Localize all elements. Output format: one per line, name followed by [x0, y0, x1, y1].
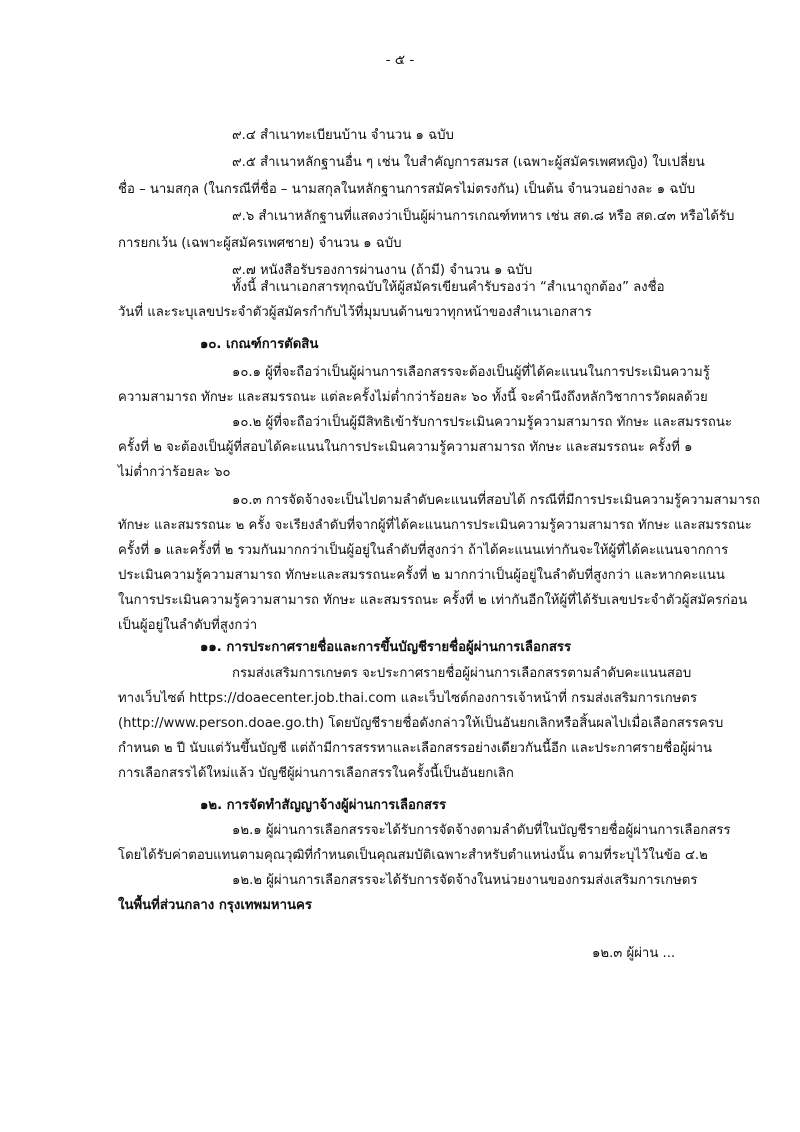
section-11-line2: ทางเว็บไซต์ https://doaecenter.job.thai.com และเว็บไซต์กองการเจ้าหน้าที่ กรมส่งเสริมการเกษตร: [118, 691, 698, 706]
item-12-1-line1: ๑๒.๑ ผู้ผ่านการเลือกสรรจะได้รับการจัดจ้างตามลำดับที่ในบัญชีรายชื่อผู้ผ่านการเลือกสรร: [232, 823, 731, 838]
item-9-5-line1: ๙.๕ สำเนาหลักฐานอื่น ๆ เช่น ใบสำคัญการสมรส (เฉพาะผู้สมัครเพศหญิง) ใบเปลี่ยน: [232, 155, 705, 170]
item-12-2-line2: ในพื้นที่ส่วนกลาง กรุงเทพมหานคร: [118, 898, 312, 913]
item-10-3-line3: ครั้งที่ ๑ และครั้งที่ ๒ รวมกันมากกว่าเป็นผู้อยู่ในลำดับที่สูงกว่า ถ้าได้คะแนนเท่ากันจะให้ผู้ที่ได้คะแนนจากการ: [118, 543, 729, 558]
section-11-line4: กำหนด ๒ ปี นับแต่วันขึ้นบัญชี แต่ถ้ามีการสรรหาและเลือกสรรอย่างเดียวกันนี้อีก และประกาศรายชื่อผู้ผ่าน: [118, 741, 712, 756]
item-10-3-line2: ทักษะ และสมรรถนะ ๒ ครั้ง จะเรียงลำดับที่จากผู้ที่ได้คะแนนการประเมินความรู้ความสามารถ ทักษะ และสมรรถนะ: [118, 518, 752, 533]
item-12-1-line2: โดยได้รับค่าตอบแทนตามคุณวุฒิที่กำหนดเป็นคุณสมบัติเฉพาะสำหรับตำแหน่งนั้น ตามที่ระบุไว้ในข้อ ๔.๒: [118, 848, 708, 863]
item-10-3-line6: เป็นผู้อยู่ในลำดับที่สูงกว่า: [118, 618, 258, 633]
item-9-6-line1: ๙.๖ สำเนาหลักฐานที่แสดงว่าเป็นผู้ผ่านการเกณฑ์ทหาร เช่น สด.๘ หรือ สด.๔๓ หรือได้รับ: [232, 209, 735, 224]
section-10-heading: ๑๐. เกณฑ์การตัดสิน: [200, 337, 319, 352]
continuation-marker: ๑๒.๓ ผู้ผ่าน ...: [592, 946, 676, 961]
section-12-heading: ๑๒. การจัดทำสัญญาจ้างผู้ผ่านการเลือกสรร: [200, 798, 447, 813]
item-10-1-line2: ความสามารถ ทักษะ และสมรรถนะ แต่ละครั้งไม่ต่ำกว่าร้อยละ ๖๐ ทั้งนี้ จะคำนึงถึงหลักวิชาการวัดผลด้วย: [118, 390, 708, 405]
item-10-1-line1: ๑๐.๑ ผู้ที่จะถือว่าเป็นผู้ผ่านการเลือกสรรจะต้องเป็นผู้ที่ได้คะแนนในการประเมินความรู้: [232, 365, 710, 380]
item-10-3-line5: ในการประเมินความรู้ความสามารถ ทักษะ และสมรรถนะ ครั้งที่ ๒ เท่ากันอีกให้ผู้ที่ได้รับเลขประจำตัวผู้สมัครก่อน: [118, 593, 748, 608]
item-10-2-line2: ครั้งที่ ๒ จะต้องเป็นผู้ที่สอบได้คะแนนในการประเมินความรู้ความสามารถ ทักษะ และสมรรถนะ ครั้งที่ ๑: [118, 440, 693, 455]
item-10-2-line1: ๑๐.๒ ผู้ที่จะถือว่าเป็นผู้มีสิทธิเข้ารับการประเมินความรู้ความสามารถ ทักษะ และสมรรถนะ: [232, 415, 732, 430]
note-line2: วันที่ และระบุเลขประจำตัวผู้สมัครกำกับไว้ที่มุมบนด้านขวาทุกหน้าของสำเนาเอกสาร: [118, 305, 592, 320]
section-11-line3: (http://www.person.doae.go.th) โดยบัญชีรายชื่อดังกล่าวให้เป็นอันยกเลิกหรือสิ้นผลไปเมื่อเลือกสรรครบ: [118, 716, 724, 731]
item-12-2-line1: ๑๒.๒ ผู้ผ่านการเลือกสรรจะได้รับการจัดจ้างในหน่วยงานของกรมส่งเสริมการเกษตร: [232, 873, 698, 888]
item-9-7: ๙.๗ หนังสือรับรองการผ่านงาน (ถ้ามี) จำนวน ๑ ฉบับ: [232, 263, 533, 278]
note-line1: ทั้งนี้ สำเนาเอกสารทุกฉบับให้ผู้สมัครเขียนคำรับรองว่า “สำเนาถูกต้อง” ลงชื่อ: [232, 280, 665, 295]
item-10-2-line3: ไม่ต่ำกว่าร้อยละ ๖๐: [118, 465, 231, 480]
item-9-4: ๙.๔ สำเนาทะเบียนบ้าน จำนวน ๑ ฉบับ: [232, 128, 454, 143]
section-11-heading: ๑๑. การประกาศรายชื่อและการขึ้นบัญชีรายชื่อผู้ผ่านการเลือกสรร: [200, 640, 572, 655]
item-9-6-line2: การยกเว้น (เฉพาะผู้สมัครเพศชาย) จำนวน ๑ ฉบับ: [118, 236, 402, 251]
section-11-line1: กรมส่งเสริมการเกษตร จะประกาศรายชื่อผู้ผ่านการเลือกสรรตามลำดับคะแนนสอบ: [232, 666, 692, 681]
page-number: - ๕ -: [385, 52, 415, 68]
item-9-5-line2: ชื่อ – นามสกุล (ในกรณีที่ชื่อ – นามสกุลในหลักฐานการสมัครไม่ตรงกัน) เป็นต้น จำนวนอย่างละ ๑ ฉบับ: [118, 182, 696, 197]
section-11-line5: การเลือกสรรได้ใหม่แล้ว บัญชีผู้ผ่านการเลือกสรรในครั้งนี้เป็นอันยกเลิก: [118, 766, 514, 781]
item-10-3-line1: ๑๐.๓ การจัดจ้างจะเป็นไปตามลำดับคะแนนที่สอบได้ กรณีที่มีการประเมินความรู้ความสามารถ: [232, 493, 761, 508]
item-10-3-line4: ประเมินความรู้ความสามารถ ทักษะและสมรรถนะครั้งที่ ๒ มากกว่าเป็นผู้อยู่ในลำดับที่สูงกว่า และหากคะแนน: [118, 568, 725, 583]
